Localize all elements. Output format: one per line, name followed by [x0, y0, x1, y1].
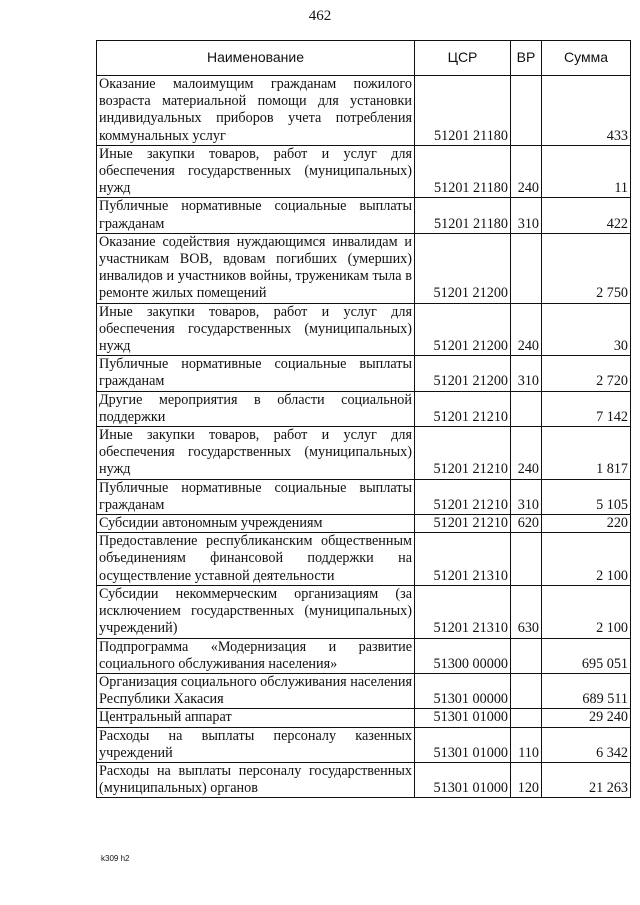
header-sum: Сумма	[542, 41, 631, 76]
cell-vr: 240	[511, 427, 542, 480]
cell-csr: 51300 00000	[415, 638, 511, 673]
table-row	[97, 727, 631, 762]
cell-sum: 7 142	[542, 391, 631, 426]
table-row	[97, 479, 631, 514]
cell-name: Публичные нормативные социальные выплаты гражданам	[97, 198, 415, 233]
cell-csr: 51201 21310	[415, 533, 511, 586]
cell-vr: 310	[511, 479, 542, 514]
cell-sum: 422	[542, 198, 631, 233]
footer-code: k309 h2	[101, 854, 130, 863]
cell-csr: 51201 21180	[415, 145, 511, 198]
table-row	[97, 762, 631, 797]
cell-csr: 51201 21210	[415, 515, 511, 533]
cell-sum: 21 263	[542, 762, 631, 797]
cell-csr: 51301 01000	[415, 727, 511, 762]
cell-vr: 240	[511, 303, 542, 356]
table-row	[97, 303, 631, 356]
cell-vr	[511, 391, 542, 426]
cell-vr	[511, 533, 542, 586]
cell-name: Публичные нормативные социальные выплаты гражданам	[97, 356, 415, 391]
cell-sum: 2 750	[542, 233, 631, 303]
cell-sum: 1 817	[542, 427, 631, 480]
cell-sum: 11	[542, 145, 631, 198]
header-csr: ЦСР	[415, 41, 511, 76]
table-row	[97, 709, 631, 727]
cell-vr	[511, 233, 542, 303]
cell-vr: 310	[511, 356, 542, 391]
cell-name: Иные закупки товаров, работ и услуг для обеспечения государственных (муниципальных) нужд	[97, 427, 415, 480]
cell-vr	[511, 709, 542, 727]
budget-table	[96, 40, 631, 798]
cell-sum: 2 100	[542, 585, 631, 638]
cell-name: Расходы на выплаты персоналу казенных учреждений	[97, 727, 415, 762]
cell-vr	[511, 638, 542, 673]
cell-vr: 110	[511, 727, 542, 762]
table-row	[97, 76, 631, 146]
cell-vr: 120	[511, 762, 542, 797]
cell-name: Расходы на выплаты персоналу государственных (муниципальных) органов	[97, 762, 415, 797]
cell-vr	[511, 76, 542, 146]
cell-name: Центральный аппарат	[97, 709, 415, 727]
table-row	[97, 638, 631, 673]
cell-vr: 310	[511, 198, 542, 233]
cell-name: Публичные нормативные социальные выплаты гражданам	[97, 479, 415, 514]
cell-name: Субсидии автономным учреждениям	[97, 515, 415, 533]
cell-sum: 689 511	[542, 673, 631, 708]
cell-sum: 433	[542, 76, 631, 146]
cell-name: Иные закупки товаров, работ и услуг для обеспечения государственных (муниципальных) нужд	[97, 145, 415, 198]
cell-vr: 620	[511, 515, 542, 533]
cell-name: Иные закупки товаров, работ и услуг для обеспечения государственных (муниципальных) нужд	[97, 303, 415, 356]
cell-sum: 2 720	[542, 356, 631, 391]
cell-csr: 51201 21180	[415, 198, 511, 233]
cell-name: Оказание малоимущим гражданам пожилого возраста материальной помощи для установки индивидуальных приборов учета потребления коммунальных услуг	[97, 76, 415, 146]
cell-sum: 220	[542, 515, 631, 533]
cell-csr: 51201 21200	[415, 233, 511, 303]
cell-csr: 51201 21210	[415, 391, 511, 426]
cell-csr: 51201 21310	[415, 585, 511, 638]
header-vr: ВР	[511, 41, 542, 76]
table-row	[97, 356, 631, 391]
cell-csr: 51301 01000	[415, 709, 511, 727]
table-row	[97, 585, 631, 638]
cell-csr: 51301 01000	[415, 762, 511, 797]
page-number: 462	[308, 8, 332, 24]
cell-vr: 240	[511, 145, 542, 198]
table-row	[97, 233, 631, 303]
cell-sum: 30	[542, 303, 631, 356]
cell-csr: 51201 21200	[415, 303, 511, 356]
cell-name: Другие мероприятия в области социальной поддержки	[97, 391, 415, 426]
cell-sum: 6 342	[542, 727, 631, 762]
table-row	[97, 145, 631, 198]
table-header-row	[97, 41, 631, 76]
cell-csr: 51201 21200	[415, 356, 511, 391]
cell-vr	[511, 673, 542, 708]
table-row	[97, 198, 631, 233]
cell-sum: 5 105	[542, 479, 631, 514]
cell-csr: 51201 21210	[415, 479, 511, 514]
cell-csr: 51301 00000	[415, 673, 511, 708]
table-row	[97, 515, 631, 533]
table-row	[97, 391, 631, 426]
cell-name: Оказание содействия нуждающимся инвалидам и участникам ВОВ, вдовам погибших (умерших) инвалидов и участников войны, труженикам тыла в ремонте жилых помещений	[97, 233, 415, 303]
cell-name: Субсидии некоммерческим организациям (за исключением государственных (муниципальных) учреждений)	[97, 585, 415, 638]
header-name: Наименование	[97, 41, 415, 76]
cell-sum: 29 240	[542, 709, 631, 727]
table-row	[97, 427, 631, 480]
table-row	[97, 533, 631, 586]
cell-name: Предоставление республиканским общественным объединениям финансовой поддержки на осуществление уставной деятельности	[97, 533, 415, 586]
cell-vr: 630	[511, 585, 542, 638]
cell-sum: 695 051	[542, 638, 631, 673]
cell-csr: 51201 21180	[415, 76, 511, 146]
cell-sum: 2 100	[542, 533, 631, 586]
cell-csr: 51201 21210	[415, 427, 511, 480]
table-row	[97, 673, 631, 708]
cell-name: Организация социального обслуживания населения Республики Хакасия	[97, 673, 415, 708]
cell-name: Подпрограмма «Модернизация и развитие социального обслуживания населения»	[97, 638, 415, 673]
